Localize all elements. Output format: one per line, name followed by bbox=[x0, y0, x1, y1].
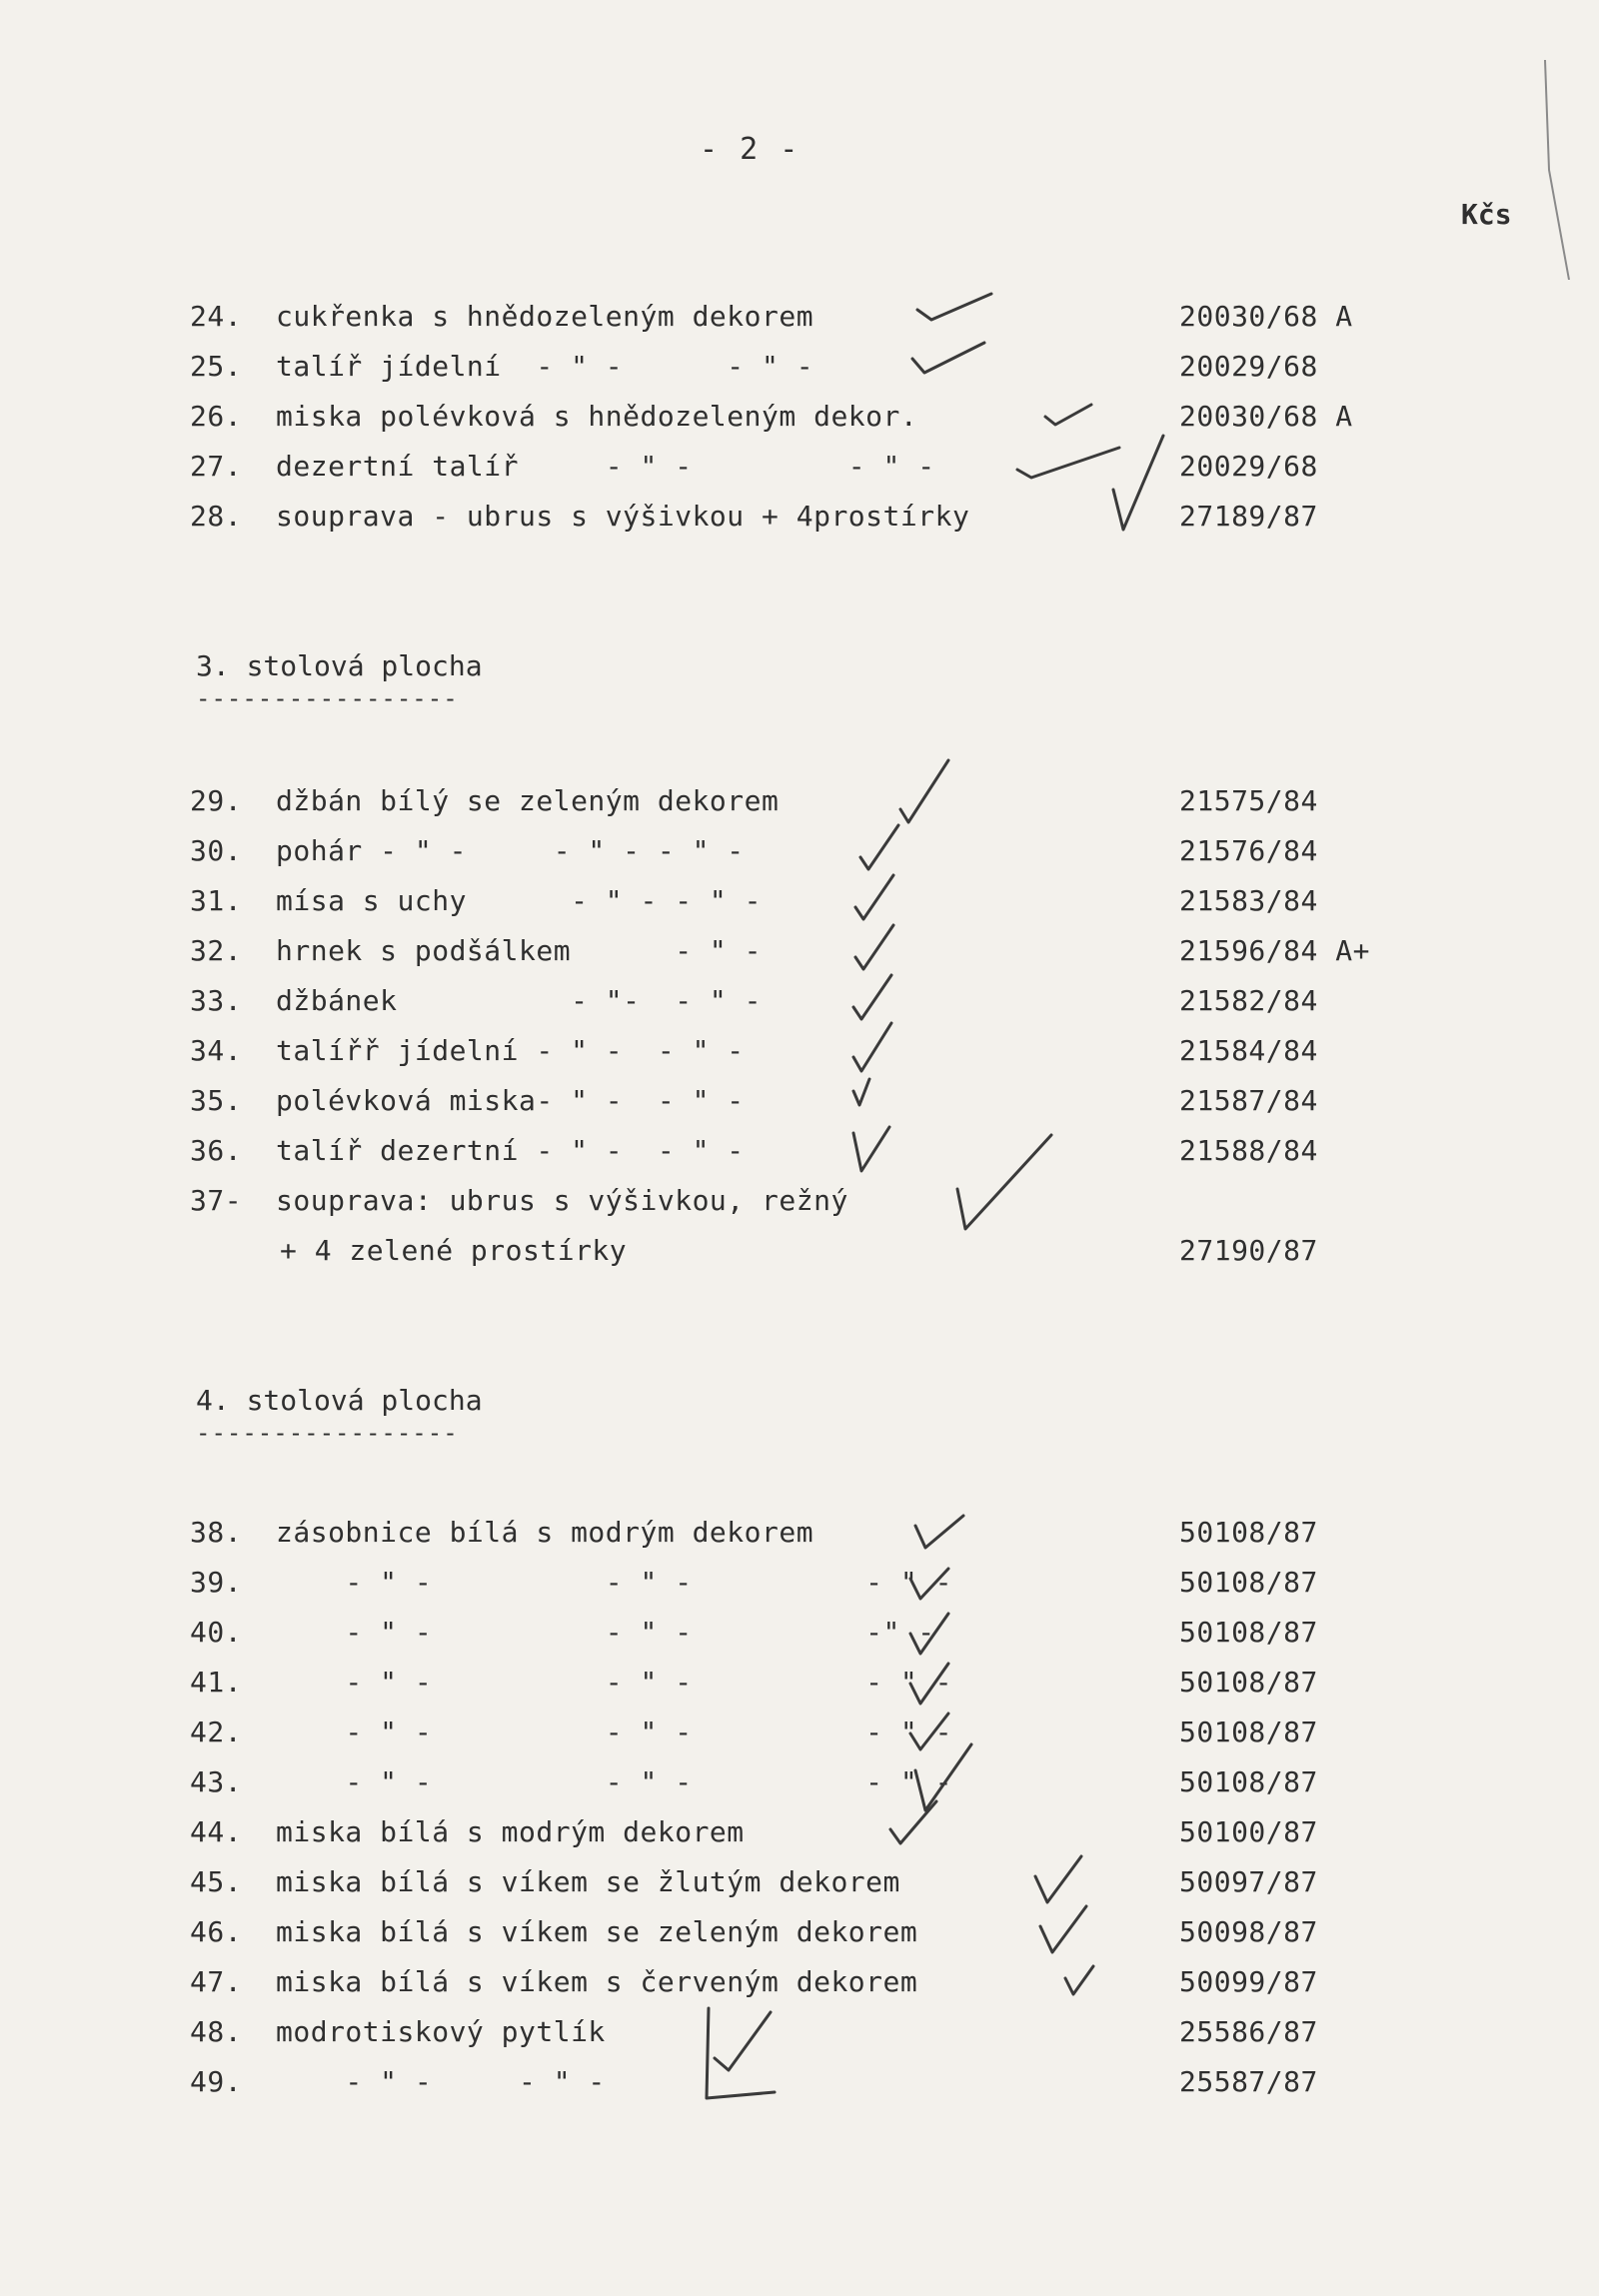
checkmark-icon bbox=[849, 919, 899, 974]
item-description: cukřenka s hnědozeleným dekorem bbox=[276, 300, 814, 333]
list-item bbox=[190, 500, 1318, 540]
item-code: 20030/68 A bbox=[1179, 300, 1353, 333]
list-item bbox=[190, 1815, 1318, 1855]
item-number: 27. bbox=[190, 450, 243, 483]
list-item bbox=[190, 1084, 1318, 1124]
checkmark-icon bbox=[1059, 1958, 1099, 2003]
item-code: 50098/87 bbox=[1179, 1915, 1318, 1948]
item-description: - " - - " - - " - bbox=[276, 1666, 952, 1699]
item-number: 39. bbox=[190, 1566, 243, 1599]
item-number: 29. bbox=[190, 784, 243, 817]
item-description: polévková miska- " - - " - bbox=[276, 1084, 745, 1117]
checkmark-icon bbox=[904, 335, 994, 380]
item-code: 50099/87 bbox=[1179, 1965, 1318, 1998]
list-item bbox=[190, 1965, 1318, 2005]
item-code: 25586/87 bbox=[1179, 2015, 1318, 2048]
checkmark-icon bbox=[949, 1129, 1059, 1239]
list-item bbox=[190, 1566, 1318, 1606]
item-description: modrotiskový pytlík bbox=[276, 2015, 606, 2048]
checkmark-icon bbox=[909, 288, 999, 328]
list-item bbox=[190, 1765, 1318, 1805]
item-code: 27190/87 bbox=[1179, 1234, 1318, 1267]
item-number: 43. bbox=[190, 1765, 243, 1798]
item-code: 20029/68 bbox=[1179, 350, 1318, 383]
item-code: 50108/87 bbox=[1179, 1616, 1318, 1649]
checkmark-icon bbox=[884, 1793, 944, 1853]
item-code: 21576/84 bbox=[1179, 834, 1318, 867]
item-code: 21588/84 bbox=[1179, 1134, 1318, 1167]
list-item bbox=[190, 450, 1318, 490]
checkmark-icon bbox=[1109, 430, 1169, 540]
item-number: 46. bbox=[190, 1915, 243, 1948]
currency-header: Kčs bbox=[1461, 198, 1512, 231]
item-description: talířř jídelní - " - - " - bbox=[276, 1034, 745, 1067]
item-description: miska bílá s víkem se žlutým dekorem bbox=[276, 1865, 900, 1898]
item-code: 21587/84 bbox=[1179, 1084, 1318, 1117]
item-description: mísa s uchy - " - - " - bbox=[276, 884, 763, 917]
checkmark-icon bbox=[847, 1017, 897, 1075]
item-description: dezertní talíř - " - - " - bbox=[276, 450, 935, 483]
item-description: zásobnice bílá s modrým dekorem bbox=[276, 1516, 814, 1549]
item-description: - " - - " - -" - bbox=[276, 1616, 935, 1649]
list-item bbox=[190, 1616, 1318, 1656]
item-number: 45. bbox=[190, 1865, 243, 1898]
list-item bbox=[190, 1184, 848, 1224]
item-description: - " - - " - - " - bbox=[276, 1566, 952, 1599]
list-item bbox=[190, 1666, 1318, 1706]
item-description: souprava: ubrus s výšivkou, režný bbox=[276, 1184, 848, 1217]
list-item bbox=[190, 2015, 1318, 2055]
item-code: 50100/87 bbox=[1179, 1815, 1318, 1848]
item-code: 27189/87 bbox=[1179, 500, 1318, 533]
item-description: - " - - " - - " - bbox=[276, 1716, 952, 1748]
checkmark-icon bbox=[1039, 395, 1099, 430]
list-item bbox=[190, 984, 1318, 1024]
item-number: 48. bbox=[190, 2015, 243, 2048]
checkmark-icon bbox=[695, 1998, 785, 2108]
section-underline: ----------------- bbox=[196, 1419, 459, 1447]
item-description: souprava - ubrus s výšivkou + 4prostírky bbox=[276, 500, 970, 533]
list-item bbox=[190, 1915, 1318, 1955]
item-description: miska bílá s víkem s červeným dekorem bbox=[276, 1965, 918, 1998]
list-item bbox=[190, 1134, 1318, 1174]
list-item bbox=[190, 1716, 1318, 1755]
item-code: 21584/84 bbox=[1179, 1034, 1318, 1067]
section-underline: ----------------- bbox=[196, 684, 459, 712]
item-code: 25587/87 bbox=[1179, 2065, 1318, 2098]
list-item bbox=[190, 834, 1318, 874]
list-item bbox=[190, 1516, 1318, 1556]
checkmark-icon bbox=[1034, 1898, 1094, 1963]
item-description: pohár - " - - " - - " - bbox=[276, 834, 745, 867]
checkmark-icon bbox=[849, 869, 899, 924]
item-description: talíř dezertní - " - - " - bbox=[276, 1134, 745, 1167]
item-number: 38. bbox=[190, 1516, 243, 1549]
section-heading: 4. stolová plocha bbox=[196, 1384, 483, 1417]
checkmark-icon bbox=[909, 1504, 969, 1554]
section-heading: 3. stolová plocha bbox=[196, 649, 483, 682]
item-description: džbánek - "- - " - bbox=[276, 984, 763, 1017]
checkmark-icon bbox=[904, 1559, 954, 1609]
item-code: 21582/84 bbox=[1179, 984, 1318, 1017]
item-code: 21596/84 A+ bbox=[1179, 934, 1370, 967]
checkmark-icon bbox=[847, 1119, 897, 1179]
item-code: 20029/68 bbox=[1179, 450, 1318, 483]
list-item bbox=[190, 2065, 1318, 2105]
list-item-continuation bbox=[190, 1234, 1318, 1274]
item-number: 44. bbox=[190, 1815, 243, 1848]
item-number: 41. bbox=[190, 1666, 243, 1699]
item-number: 34. bbox=[190, 1034, 243, 1067]
item-number: 33. bbox=[190, 984, 243, 1017]
list-item bbox=[190, 884, 1318, 924]
item-description: hrnek s podšálkem - " - bbox=[276, 934, 763, 967]
item-description: talíř jídelní - " - - " - bbox=[276, 350, 814, 383]
checkmark-icon bbox=[894, 754, 954, 829]
item-number: 40. bbox=[190, 1616, 243, 1649]
item-number: 37- bbox=[190, 1184, 243, 1217]
item-code: 50097/87 bbox=[1179, 1865, 1318, 1898]
item-description: - " - - " - bbox=[276, 2065, 606, 2098]
item-description: miska bílá s modrým dekorem bbox=[276, 1815, 745, 1848]
item-code: 50108/87 bbox=[1179, 1666, 1318, 1699]
checkmark-icon bbox=[847, 969, 897, 1024]
item-code: 50108/87 bbox=[1179, 1765, 1318, 1798]
item-number: 32. bbox=[190, 934, 243, 967]
list-item bbox=[190, 400, 1353, 440]
item-number: 42. bbox=[190, 1716, 243, 1748]
item-number: 25. bbox=[190, 350, 243, 383]
list-item bbox=[190, 1865, 1318, 1905]
item-number: 36. bbox=[190, 1134, 243, 1167]
item-number: 47. bbox=[190, 1965, 243, 1998]
item-number: 24. bbox=[190, 300, 243, 333]
checkmark-icon bbox=[847, 1071, 877, 1111]
item-code: 21575/84 bbox=[1179, 784, 1318, 817]
item-code: 50108/87 bbox=[1179, 1516, 1318, 1549]
list-item bbox=[190, 784, 1318, 824]
item-description: miska polévková s hnědozeleným dekor. bbox=[276, 400, 918, 433]
item-code: 21583/84 bbox=[1179, 884, 1318, 917]
item-number: 49. bbox=[190, 2065, 243, 2098]
checkmark-icon bbox=[854, 819, 904, 874]
item-description: + 4 zelené prostírky bbox=[280, 1234, 628, 1267]
list-item bbox=[190, 1034, 1318, 1074]
item-number: 35. bbox=[190, 1084, 243, 1117]
item-code: 50108/87 bbox=[1179, 1566, 1318, 1599]
item-description: miska bílá s víkem se zeleným dekorem bbox=[276, 1915, 918, 1948]
item-number: 30. bbox=[190, 834, 243, 867]
item-code: 20030/68 A bbox=[1179, 400, 1353, 433]
page-number: - 2 - bbox=[700, 132, 800, 167]
item-number: 31. bbox=[190, 884, 243, 917]
item-code: 50108/87 bbox=[1179, 1716, 1318, 1748]
list-item bbox=[190, 350, 1318, 390]
list-item bbox=[190, 300, 1353, 340]
paper-edge bbox=[1539, 60, 1579, 280]
item-number: 26. bbox=[190, 400, 243, 433]
item-description: - " - - " - - " - bbox=[276, 1765, 952, 1798]
list-item bbox=[190, 934, 1370, 974]
item-description: džbán bílý se zeleným dekorem bbox=[276, 784, 780, 817]
item-number: 28. bbox=[190, 500, 243, 533]
